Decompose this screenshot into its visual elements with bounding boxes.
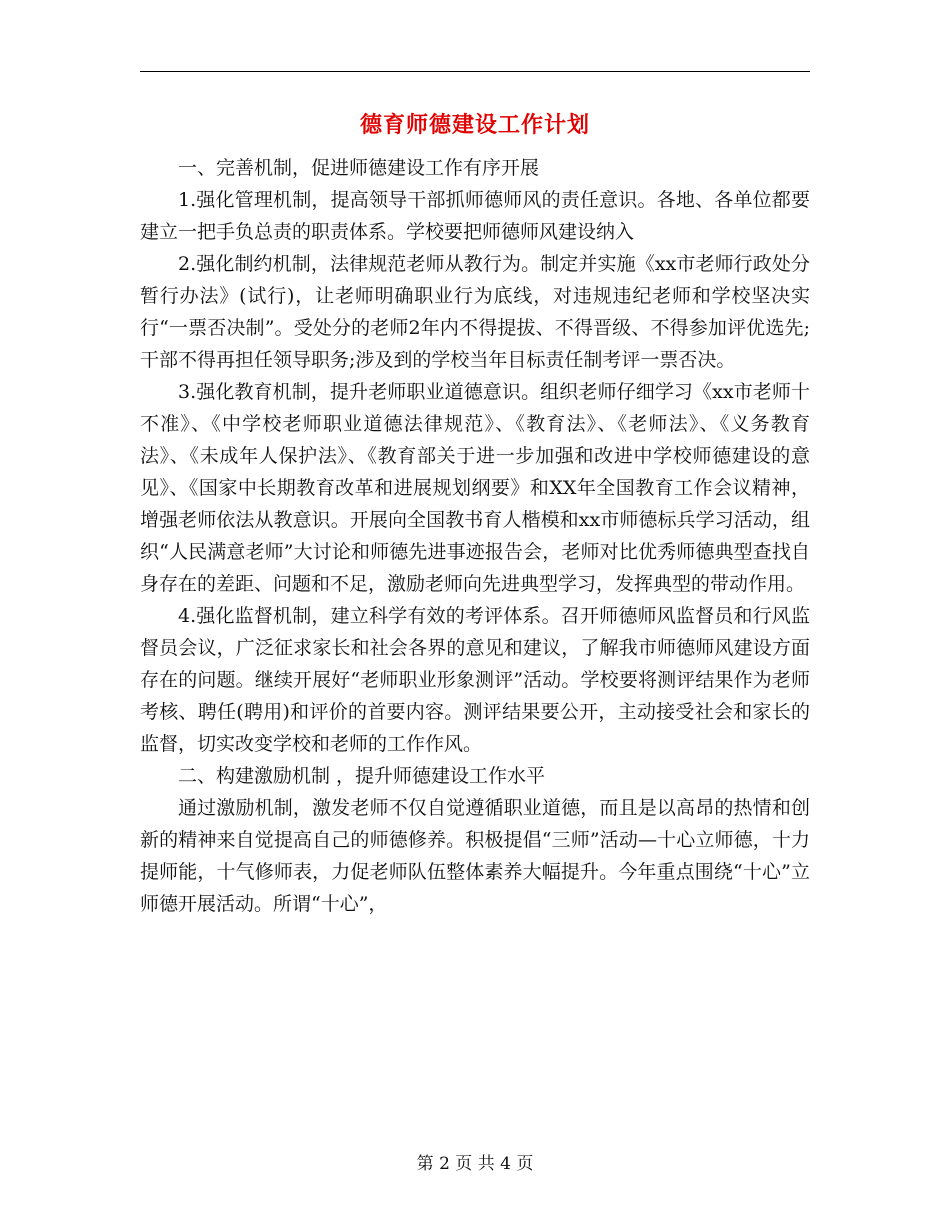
document-title: 德育师德建设工作计划: [359, 112, 590, 138]
paragraph-5: 通过激励机制，激发老师不仅自觉遵循职业道德，而且是以高昂的热情和创新的精神来自觉提高自己的师德修养。积极提倡“三师”活动—十心立师德，十力提师能，十气修师表，力促老师队伍整体素养大幅提升。今年重点围绕“十心”立师德开展活动。所谓“十心”，: [140, 797, 810, 915]
section-heading-2: 二、构建激励机制 ，提升师德建设工作水平: [178, 765, 546, 787]
section-heading-1: 一、完善机制，促进师德建设工作有序开展: [178, 157, 540, 179]
paragraph-3: 3.强化教育机制，提升老师职业道德意识。组织老师仔细学习《xx市老师十不准》、《中学校老师职业道德法律规范》、《教育法》、《老师法》、《义务教育法》、《未成年人保护法》、《教育部关于进一步加强和改进中学校师德建设的意见》、《国家中长期教育改革和进展规划纲要》和XX年全国教育工作会议精神，增强老师依法从教意识。开展向全国教书育人楷模和xx市师德标兵学习活动，组织“人民满意老师”大讨论和师德先进事迹报告会，老师对比优秀师德典型查找自身存在的差距、问题和不足，激励老师向先进典型学习，发挥典型的带动作用。: [140, 381, 810, 595]
paragraph-4: 4.强化监督机制，建立科学有效的考评体系。召开师德师风监督员和行风监督员会议，广泛征求家长和社会各界的意见和建议，了解我市师德师风建设方面存在的问题。继续开展好“老师职业形象测评”活动。学校要将测评结果作为老师考核、聘任(聘用)和评价的首要内容。测评结果要公开，主动接受社会和家长的监督，切实改变学校和老师的工作作风。: [140, 605, 810, 755]
document-body: [140, 152, 810, 920]
paragraph-1: 1.强化管理机制，提高领导干部抓师德师风的责任意识。各地、各单位都要建立一把手负总责的职责体系。学校要把师德师风建设纳入: [140, 189, 810, 243]
paragraph-2: 2.强化制约机制，法律规范老师从教行为。制定并实施《xx市老师行政处分暂行办法》(试行)，让老师明确职业行为底线，对违规违纪老师和学校坚决实行“一票否决制”。受处分的老师2年内不得提拔、不得晋级、不得参加评优选先;干部不得再担任领导职务;涉及到的学校当年目标责任制考评一票否决。: [140, 253, 810, 371]
page-footer: 第 2 页 共 4 页: [416, 1154, 534, 1174]
header-rule: [140, 71, 810, 72]
